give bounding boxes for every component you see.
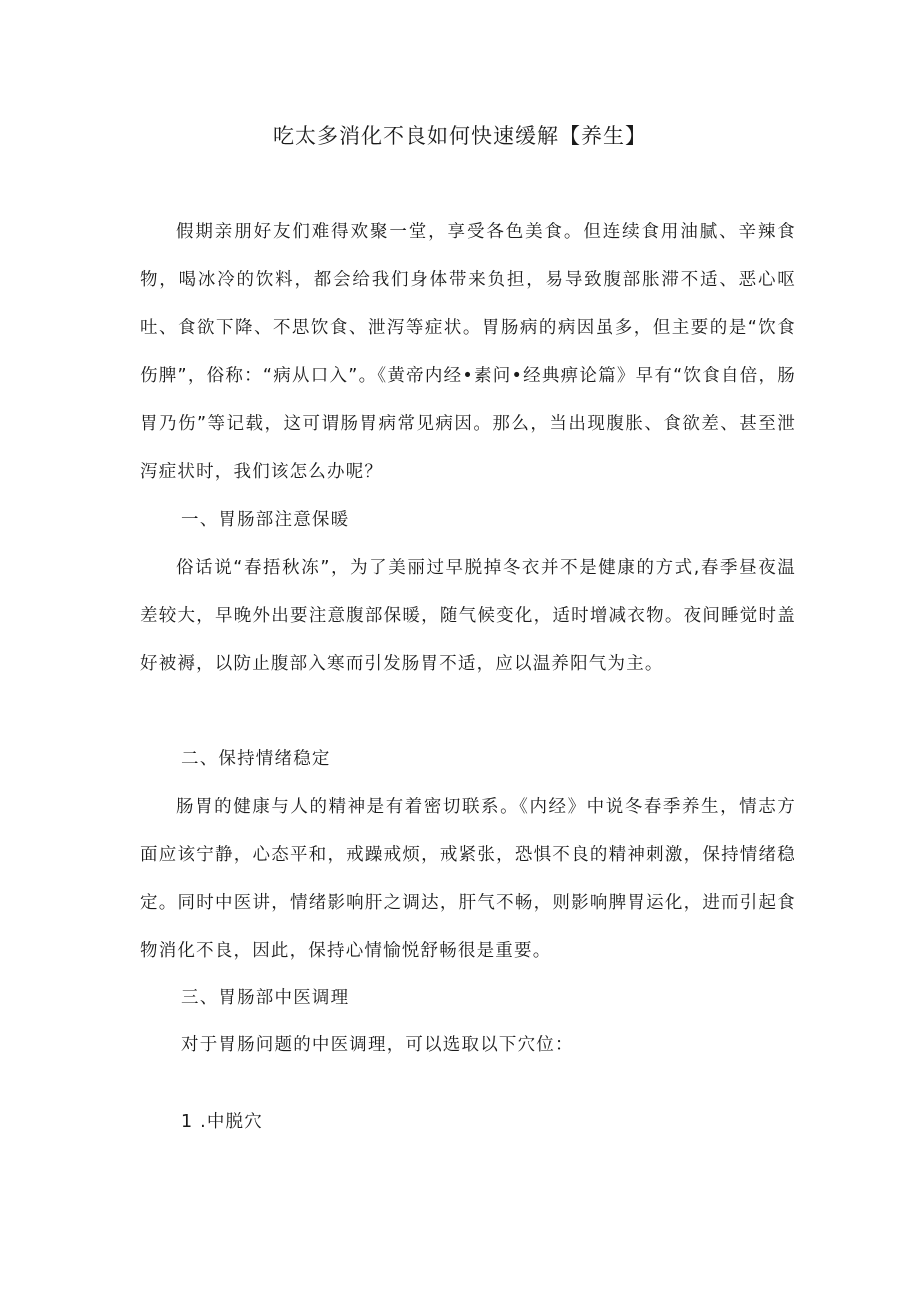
section-3-paragraph: 对于胃肠问题的中医调理，可以选取以下穴位： xyxy=(181,1035,574,1055)
section-2-paragraph: 肠胃的健康与人的精神是有着密切联系。《内经》中说冬春季养生，情志方面应该宁静，心态平和，戒躁戒烦，戒紧张，恐惧不良的精神刺激，保持情绪稳定。同时中医讲，情绪影响肝之调达，肝气不畅，则影响脾胃运化，进而引起食物消化不良，因此，保持心情愉悦舒畅很是重要。 xyxy=(140,797,796,961)
document-title: 吃太多消化不良如何快速缓解【养生】 xyxy=(273,124,647,148)
section-2-heading: 二、保持情绪稳定 xyxy=(181,749,331,769)
list-item-1: 1 .中脱穴 xyxy=(181,1112,263,1132)
intro-paragraph: 假期亲朋好友们难得欢聚一堂，享受各色美食。但连续食用油腻、辛辣食物，喝冰冷的饮料，都会给我们身体带来负担，易导致腹部胀滞不适、恶心呕吐、食欲下降、不思饮食、泄泻等症状。胃肠病的病因虽多，但主要的是“饮食伤脾”，俗称：“病从口入”。《黄帝内经•素问•经典痹论篇》早有“饮食自倍，肠胃乃伤”等记载，这可谓肠胃病常见病因。那么，当出现腹胀、食欲差、甚至泄泻症状时，我们该怎么办呢？ xyxy=(140,222,796,482)
section-3-heading: 三、胃肠部中医调理 xyxy=(181,988,350,1008)
section-1-paragraph: 俗话说“春捂秋冻”，为了美丽过早脱掉冬衣并不是健康的方式,春季昼夜温差较大，早晚外出要注意腹部保暖，随气候变化，适时增减衣物。夜间睡觉时盖好被褥，以防止腹部入寒而引发肠胃不适，应以温养阳气为主。 xyxy=(140,558,796,674)
section-1-heading: 一、胃肠部注意保暖 xyxy=(181,510,350,530)
